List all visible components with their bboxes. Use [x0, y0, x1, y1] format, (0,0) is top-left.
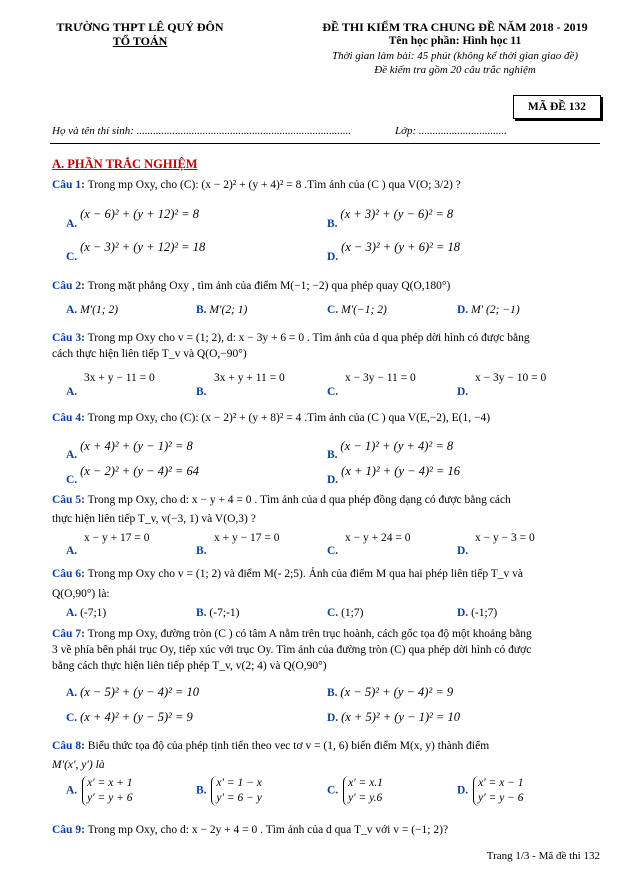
exam-time: Thời gian làm bài: 45 phút (không kể thời gian giao đề)	[331, 50, 579, 62]
q4-option-c: C. (x − 2)² + (y − 4)² = 64	[66, 464, 200, 486]
q2-option-c: C. M′(−1; 2)	[327, 304, 387, 316]
q5-letter-b: B.	[196, 545, 207, 557]
q8-option-b: B. x′ = 1 − x y′ = 6 − y	[196, 777, 262, 804]
exam-title: ĐỀ THI KIỂM TRA CHUNG ĐỀ NĂM 2018 - 2019	[322, 20, 588, 34]
q1-option-b: B. (x + 3)² + (y − 6)² = 8	[327, 207, 454, 230]
q5-letter-c: C.	[327, 545, 339, 557]
department: TỔ TOÁN	[112, 34, 168, 48]
q4-option-b: B. (x − 1)² + (y + 4)² = 8	[327, 439, 454, 461]
q6-option-a: A. (-7;1)	[66, 607, 107, 619]
q7-option-d: D. (x + 5)² + (y − 1)² = 10	[327, 710, 461, 724]
q8-option-a: A. x′ = x + 1 y′ = y + 6	[66, 777, 133, 804]
q3-option-b-value: 3x + y + 11 = 0	[214, 372, 285, 384]
q3-letter-c: C.	[327, 386, 339, 398]
student-name-field: Họ và tên thí sinh: ..............................................................................	[52, 125, 352, 137]
q8-option-d: D. x′ = x − 1 y′ = y − 6	[457, 777, 524, 804]
q7-option-a: A. (x − 5)² + (y − 4)² = 10	[66, 685, 200, 699]
subject: Tên học phần: Hình học 11	[388, 35, 522, 47]
section-title: A. PHẦN TRẮC NGHIỆM	[52, 157, 198, 171]
exam-code-box: MÃ ĐỀ 132	[513, 95, 601, 119]
q3-option-a-value: 3x + y − 11 = 0	[84, 372, 155, 384]
q8-option-c: C. x′ = x.1 y′ = y.6	[327, 777, 383, 804]
q4-option-d: D. (x + 1)² + (y − 4)² = 16	[327, 464, 461, 486]
q3-letter-b: B.	[196, 386, 207, 398]
page-footer: Trang 1/3 - Mã đề thi 132	[486, 850, 600, 862]
q5-letter-d: D.	[457, 545, 469, 557]
question-3: Câu 3: Trong mp Oxy cho v = (1; 2), d: x − 3y + 6 = 0 . Tìm ảnh của d qua phép dời hình có được bằng cách thực hiện liên tiếp T_v và Q(O,−90°)	[52, 332, 530, 360]
q5-option-a-value: x − y + 17 = 0	[84, 532, 150, 544]
q5-option-d-value: x − y − 3 = 0	[475, 532, 535, 544]
q1-text: Trong mp Oxy, cho (C): (x − 2)² + (y + 4)² = 8 .Tìm ảnh của (C ) qua V(O; 3/2) ?	[87, 179, 461, 191]
q6-option-b: B. (-7;-1)	[196, 607, 240, 619]
q2-option-d: D. M′ (2; −1)	[457, 304, 520, 316]
question-2: Câu 2: Trong mặt phẳng Oxy , tìm ảnh của điểm M(−1; −2) qua phép quay Q(O,180°)	[52, 280, 451, 292]
school-name: TRƯỜNG THPT LÊ QUÝ ĐÔN	[56, 20, 224, 34]
question-7: Câu 7: Trong mp Oxy, đường tròn (C ) có tâm A nằm trên trục hoành, cách gốc tọa độ một khoảng bằng 3 về phía bên phải trục Oy, tiếp xúc với trục Oy. Tìm ảnh của đường tròn (C) qua phép dời hình có được bằng cách thực hiện liên tiếp phép T_v, v(2; 4) và Q(O,90°)	[52, 628, 532, 672]
q3-option-d-value: x − 3y − 10 = 0	[475, 372, 547, 384]
exam-note: Đề kiểm tra gồm 20 câu trắc nghiệm	[374, 64, 536, 76]
header-divider	[50, 143, 600, 144]
q1-option-d: D. (x − 3)² + (y + 6)² = 18	[327, 240, 461, 263]
question-1	[52, 177, 461, 193]
question-8: Câu 8: Biểu thức tọa độ của phép tịnh tiến theo vec tơ v = (1, 6) biến điểm M(x, y) thành điểm M′(x′, y′) là	[52, 740, 490, 771]
q5-option-b-value: x + y − 17 = 0	[214, 532, 280, 544]
q2-option-a: A. M′(1; 2)	[66, 304, 119, 316]
q5-option-c-value: x − y + 24 = 0	[345, 532, 411, 544]
question-6: Câu 6: Trong mp Oxy cho v = (1; 2) và điểm M(- 2;5). Ảnh của điểm M qua hai phép liên tiếp T_v và Q(O,90°) là:	[52, 568, 524, 600]
q4-option-a: A. (x + 4)² + (y − 1)² = 8	[66, 439, 193, 461]
class-field: Lớp: ................................	[395, 125, 507, 137]
question-5: Câu 5: Trong mp Oxy, cho d: x − y + 4 = 0 . Tìm ảnh của d qua phép đồng dạng có được bằng cách thực hiện liên tiếp T_v, v(−3, 1) và V(O,3) ?	[52, 494, 511, 525]
question-9: Câu 9: Trong mp Oxy, cho d: x − 2y + 4 = 0 . Tìm ảnh của d qua T_v với v = (−1; 2)?	[52, 824, 449, 836]
q6-option-d: D. (-1;7)	[457, 607, 498, 619]
q5-letter-a: A.	[66, 545, 78, 557]
q3-letter-a: A.	[66, 386, 78, 398]
q7-option-b: B. (x − 5)² + (y − 4)² = 9	[327, 685, 454, 699]
q1-option-a: A. (x − 6)² + (y + 12)² = 8	[66, 207, 200, 230]
q1-option-c: C. (x − 3)² + (y + 12)² = 18	[66, 240, 206, 263]
q7-option-c: C. (x + 4)² + (y − 5)² = 9	[66, 710, 193, 724]
q3-option-c-value: x − 3y − 11 = 0	[345, 372, 416, 384]
q1-label: Câu 1:	[52, 179, 85, 191]
q3-letter-d: D.	[457, 386, 469, 398]
question-4: Câu 4: Trong mp Oxy, cho (C): (x − 2)² + (y + 8)² = 4 .Tìm ảnh của (C ) qua V(E,−2), E(1, −4)	[52, 412, 491, 424]
q2-option-b: B. M′(2; 1)	[196, 304, 248, 316]
q6-option-c: C. (1;7)	[327, 607, 364, 619]
